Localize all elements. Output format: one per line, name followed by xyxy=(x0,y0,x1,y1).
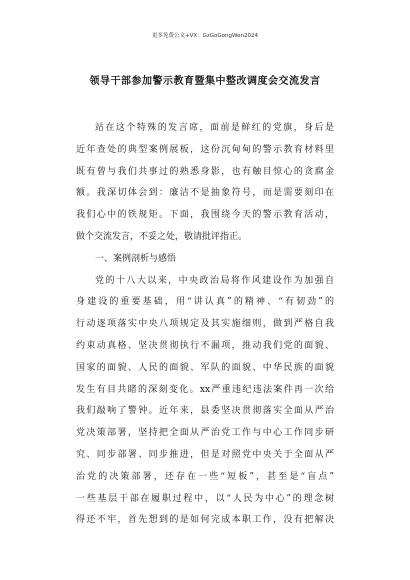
paragraph-line: 我们敲响了警钟。近年来，县委坚决贯彻落实全面从严治 xyxy=(76,406,334,417)
paragraph-line: 既有曾与我们共事过的熟悉身影，也有触目惊心的贪腐金 xyxy=(76,166,334,177)
paragraph-line: 做个交流发言，不妥之处，敬请批评指正。 xyxy=(76,231,248,242)
paragraph-line: 约束动真格、坚决贯彻执行不漏项，推动我们党的面貌、 xyxy=(76,340,334,351)
paragraph-line: 得还不牢，首先想到的是如何完成本职工作，没有把解决 xyxy=(76,515,334,526)
paragraph-line: 额。我深切体会到：廉洁不是抽象符号，而是需要刻印在 xyxy=(76,188,334,199)
paragraph-line: 站在这个特殊的发言席，面前是鲜红的党旗，身后是 xyxy=(95,123,334,133)
paragraph-line: 国家的面貌、人民的面貌、军队的面貌、中华民族的面貌 xyxy=(76,362,334,373)
document-title: 领导干部参加警示教育暨集中整改调度会交流发言 xyxy=(89,76,321,87)
paragraph-line: 我们心中的铁规矩。下面，我围绕今天的警示教育活动， xyxy=(76,210,334,221)
paragraph-line: 近年查处的典型案例展板，这份沉甸甸的警示教育材料里 xyxy=(76,144,334,155)
paragraph-line: 一、案例剖析与感悟 xyxy=(95,253,177,264)
paragraph-line: 身建设的重要基础，用“讲认真”的精神、“有韧劲”的 xyxy=(76,297,334,308)
paragraph-line: 一些基层干部在履职过程中，以“人民为中心”的理念树 xyxy=(76,493,334,504)
paragraph-line: 究、同步部署、同步推进，但是对照党中央关于全面从严 xyxy=(76,449,334,460)
document-body xyxy=(76,118,334,532)
paragraph-line: 治党的决策部署，还存在一些“短板”，甚至是“盲点” xyxy=(76,471,334,482)
paragraph-line: 党决策部署，坚持把全面从严治党工作与中心工作同步研 xyxy=(76,428,334,439)
paragraph-line: 行动逐项落实中央八项规定及其实施细则，做到严格自我 xyxy=(76,319,334,330)
paragraph-line: 发生有目共睹的深刻变化。xx严重违纪违法案件再一次给 xyxy=(76,384,334,395)
header-note: 更多免费公文+VX：GzGoGongWen2024 xyxy=(151,33,258,39)
paragraph-line: 党的十八大以来，中央政治局将作风建设作为加强自 xyxy=(95,275,334,286)
